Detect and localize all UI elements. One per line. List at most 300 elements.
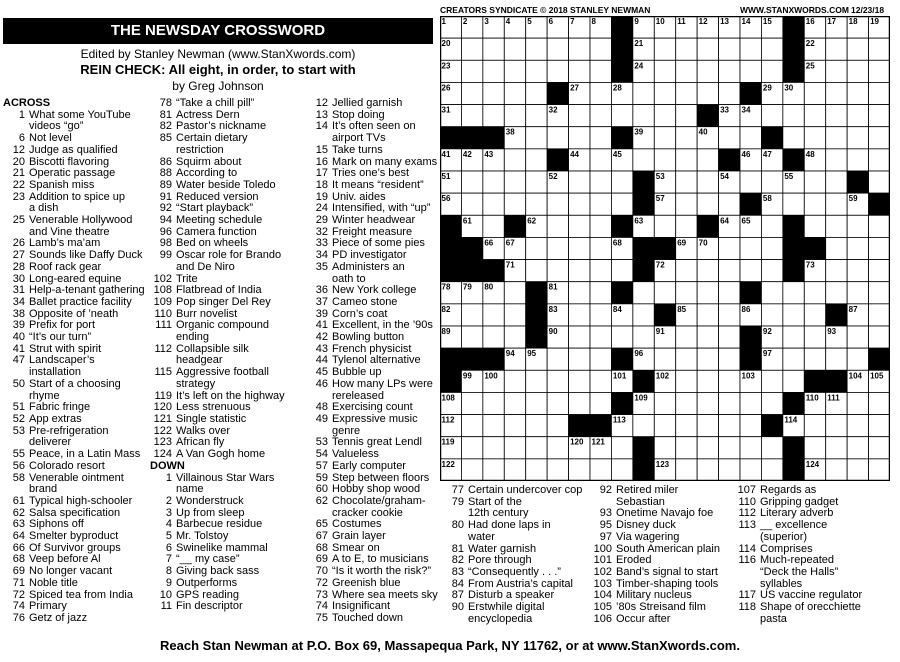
grid-cell[interactable] [569,260,590,282]
clue-item[interactable] [442,567,592,579]
grid-cell[interactable] [461,105,482,127]
grid-cell[interactable] [654,415,675,437]
grid-cell[interactable] [569,282,590,304]
clue-item[interactable] [590,485,745,497]
clue-item[interactable] [306,145,441,157]
clue-item[interactable] [150,215,305,227]
grid-cell[interactable] [740,60,761,82]
grid-cell[interactable] [569,392,590,414]
clue-item[interactable] [442,614,592,626]
grid-cell[interactable] [569,304,590,326]
grid-cell[interactable] [654,437,675,459]
grid-cell[interactable] [804,304,825,326]
clue-item[interactable] [150,367,305,379]
grid-cell[interactable] [526,38,547,60]
grid-cell[interactable] [461,304,482,326]
grid-cell[interactable] [869,459,890,481]
grid-cell[interactable] [590,82,611,104]
grid-cell[interactable] [783,348,804,370]
grid-cell[interactable] [504,437,525,459]
grid-cell[interactable] [697,60,718,82]
grid-cell[interactable] [547,370,568,392]
clue-item[interactable] [306,332,441,344]
grid-cell[interactable] [761,38,782,60]
grid-cell[interactable] [461,459,482,481]
clue-item[interactable] [3,262,138,274]
grid-cell[interactable] [569,237,590,259]
grid-cell[interactable] [869,304,890,326]
clue-item[interactable] [306,180,441,192]
grid-cell[interactable] [761,282,782,304]
grid-cell[interactable] [697,392,718,414]
clue-item[interactable] [442,532,592,544]
clue-item[interactable] [3,297,138,309]
grid-cell[interactable] [676,326,697,348]
grid-cell[interactable] [590,392,611,414]
grid-cell[interactable] [504,282,525,304]
grid-cell[interactable] [804,171,825,193]
grid-cell[interactable] [569,459,590,481]
grid-cell[interactable] [676,348,697,370]
clue-item[interactable] [150,145,305,157]
grid-cell[interactable] [804,348,825,370]
grid-cell[interactable] [483,215,504,237]
grid-cell[interactable] [569,193,590,215]
grid-cell[interactable] [847,348,868,370]
grid-cell[interactable] [761,459,782,481]
grid-cell[interactable] [611,437,632,459]
grid-cell[interactable] [654,60,675,82]
grid-cell[interactable] [611,193,632,215]
grid-cell[interactable] [826,237,847,259]
grid-cell[interactable] [676,260,697,282]
grid-cell[interactable] [676,38,697,60]
grid-cell[interactable] [504,105,525,127]
grid-cell[interactable] [526,105,547,127]
grid-cell[interactable] [761,60,782,82]
grid-cell[interactable] [504,171,525,193]
grid-cell[interactable] [869,260,890,282]
grid-cell[interactable] [676,127,697,149]
clue-item[interactable] [150,98,305,110]
grid-cell[interactable] [590,105,611,127]
grid-cell[interactable] [504,459,525,481]
grid-cell[interactable] [740,260,761,282]
grid-cell[interactable] [590,237,611,259]
grid-cell[interactable] [590,193,611,215]
grid-cell[interactable] [761,437,782,459]
clue-item[interactable] [3,332,138,344]
grid-cell[interactable] [697,149,718,171]
grid-cell[interactable] [461,38,482,60]
clue-item[interactable] [734,614,894,626]
clue-item[interactable] [150,473,305,485]
grid-cell[interactable] [676,392,697,414]
clue-item[interactable] [442,520,592,532]
grid-cell[interactable] [590,304,611,326]
clue-item[interactable] [150,297,305,309]
grid-cell[interactable] [569,38,590,60]
grid-cell[interactable] [526,171,547,193]
grid-cell[interactable] [826,82,847,104]
grid-cell[interactable] [869,127,890,149]
grid-cell[interactable] [783,304,804,326]
clue-item[interactable] [150,344,305,356]
grid-cell[interactable] [590,326,611,348]
grid-cell[interactable] [697,326,718,348]
clue-item[interactable] [3,180,138,192]
grid-cell[interactable] [804,437,825,459]
grid-cell[interactable] [654,215,675,237]
grid-cell[interactable] [547,260,568,282]
grid-cell[interactable] [761,304,782,326]
grid-cell[interactable] [719,127,740,149]
grid-cell[interactable] [804,415,825,437]
grid-cell[interactable] [826,215,847,237]
grid-cell[interactable] [847,392,868,414]
grid-cell[interactable] [483,82,504,104]
crossword-grid[interactable] [440,16,890,481]
grid-cell[interactable] [654,127,675,149]
grid-cell[interactable] [847,149,868,171]
grid-cell[interactable] [826,260,847,282]
grid-cell[interactable] [676,105,697,127]
grid-cell[interactable] [847,215,868,237]
grid-cell[interactable] [590,60,611,82]
clue-item[interactable] [442,485,592,497]
grid-cell[interactable] [633,415,654,437]
grid-cell[interactable] [504,304,525,326]
grid-cell[interactable] [504,326,525,348]
grid-cell[interactable] [761,171,782,193]
clue-item[interactable] [590,614,745,626]
grid-cell[interactable] [783,326,804,348]
grid-cell[interactable] [869,392,890,414]
grid-cell[interactable] [633,282,654,304]
grid-cell[interactable] [826,282,847,304]
grid-cell[interactable] [740,459,761,481]
grid-cell[interactable] [611,171,632,193]
grid-cell[interactable] [569,326,590,348]
clue-item[interactable] [734,567,894,579]
grid-cell[interactable] [804,215,825,237]
grid-cell[interactable] [526,82,547,104]
grid-cell[interactable] [719,304,740,326]
grid-cell[interactable] [719,82,740,104]
grid-cell[interactable] [590,127,611,149]
grid-cell[interactable] [590,149,611,171]
grid-cell[interactable] [483,304,504,326]
grid-cell[interactable] [826,60,847,82]
grid-cell[interactable] [654,105,675,127]
grid-cell[interactable] [826,437,847,459]
grid-cell[interactable] [504,60,525,82]
grid-cell[interactable] [847,326,868,348]
clue-item[interactable] [3,496,138,508]
grid-cell[interactable] [526,459,547,481]
clue-item[interactable] [150,133,305,145]
grid-cell[interactable] [740,38,761,60]
grid-cell[interactable] [847,105,868,127]
grid-cell[interactable] [483,392,504,414]
grid-cell[interactable] [461,60,482,82]
grid-cell[interactable] [826,415,847,437]
clue-item[interactable] [150,601,305,613]
grid-cell[interactable] [826,38,847,60]
grid-cell[interactable] [633,304,654,326]
clue-item[interactable] [590,544,745,556]
grid-cell[interactable] [590,282,611,304]
grid-cell[interactable] [847,260,868,282]
grid-cell[interactable] [569,127,590,149]
grid-cell[interactable] [869,215,890,237]
clue-item[interactable] [3,215,138,227]
grid-cell[interactable] [697,38,718,60]
grid-cell[interactable] [547,459,568,481]
grid-cell[interactable] [847,82,868,104]
clue-item[interactable] [3,461,138,473]
grid-cell[interactable] [526,392,547,414]
grid-cell[interactable] [826,459,847,481]
grid-cell[interactable] [869,237,890,259]
clue-item[interactable] [734,532,894,544]
grid-cell[interactable] [847,415,868,437]
grid-cell[interactable] [676,459,697,481]
grid-cell[interactable] [697,260,718,282]
clue-item[interactable] [150,578,305,590]
clue-item[interactable] [150,332,305,344]
clue-item[interactable] [306,215,441,227]
grid-cell[interactable] [761,392,782,414]
grid-cell[interactable] [697,193,718,215]
clue-item[interactable] [150,426,305,438]
grid-cell[interactable] [869,437,890,459]
clue-item[interactable] [150,379,305,391]
clue-item[interactable] [3,379,138,391]
grid-cell[interactable] [719,370,740,392]
grid-cell[interactable] [847,282,868,304]
grid-cell[interactable] [847,127,868,149]
grid-cell[interactable] [869,82,890,104]
clue-item[interactable] [590,532,745,544]
grid-cell[interactable] [697,304,718,326]
grid-cell[interactable] [590,370,611,392]
grid-cell[interactable] [504,193,525,215]
grid-cell[interactable] [719,437,740,459]
grid-cell[interactable] [869,38,890,60]
clue-item[interactable] [150,262,305,274]
grid-cell[interactable] [740,415,761,437]
grid-cell[interactable] [526,370,547,392]
grid-cell[interactable] [590,215,611,237]
grid-cell[interactable] [826,171,847,193]
grid-cell[interactable] [547,392,568,414]
grid-cell[interactable] [654,282,675,304]
grid-cell[interactable] [847,237,868,259]
grid-cell[interactable] [676,282,697,304]
grid-cell[interactable] [804,282,825,304]
grid-cell[interactable] [761,215,782,237]
grid-cell[interactable] [547,237,568,259]
grid-cell[interactable] [633,326,654,348]
clue-item[interactable] [734,602,894,614]
grid-cell[interactable] [761,105,782,127]
grid-cell[interactable] [547,38,568,60]
grid-cell[interactable] [526,437,547,459]
grid-cell[interactable] [847,459,868,481]
grid-cell[interactable] [719,193,740,215]
grid-cell[interactable] [847,437,868,459]
grid-cell[interactable] [547,60,568,82]
grid-cell[interactable] [804,326,825,348]
grid-cell[interactable] [869,282,890,304]
clue-item[interactable] [3,192,138,204]
grid-cell[interactable] [611,105,632,127]
grid-cell[interactable] [869,149,890,171]
grid-cell[interactable] [483,415,504,437]
grid-cell[interactable] [719,60,740,82]
grid-cell[interactable] [461,326,482,348]
grid-cell[interactable] [504,82,525,104]
grid-cell[interactable] [676,437,697,459]
grid-cell[interactable] [847,60,868,82]
grid-cell[interactable] [504,370,525,392]
grid-cell[interactable] [461,82,482,104]
clue-item[interactable] [590,567,745,579]
clue-item[interactable] [306,297,441,309]
grid-cell[interactable] [804,127,825,149]
grid-cell[interactable] [740,392,761,414]
grid-cell[interactable] [461,415,482,437]
grid-cell[interactable] [676,215,697,237]
clue-item[interactable] [306,461,441,473]
grid-cell[interactable] [719,282,740,304]
grid-cell[interactable] [569,370,590,392]
grid-cell[interactable] [719,392,740,414]
clue-item[interactable] [150,496,305,508]
clue-item[interactable] [306,379,441,391]
grid-cell[interactable] [483,60,504,82]
clue-item[interactable] [3,531,138,543]
grid-cell[interactable] [826,149,847,171]
grid-cell[interactable] [719,326,740,348]
grid-cell[interactable] [869,326,890,348]
grid-cell[interactable] [804,82,825,104]
grid-cell[interactable] [869,60,890,82]
grid-cell[interactable] [697,348,718,370]
grid-cell[interactable] [869,105,890,127]
grid-cell[interactable] [740,127,761,149]
grid-cell[interactable] [783,193,804,215]
clue-item[interactable] [150,180,305,192]
grid-cell[interactable] [526,60,547,82]
clue-item[interactable] [734,485,894,497]
grid-cell[interactable] [461,392,482,414]
grid-cell[interactable] [804,193,825,215]
grid-cell[interactable] [590,260,611,282]
grid-cell[interactable] [869,415,890,437]
grid-cell[interactable] [569,215,590,237]
grid-cell[interactable] [761,260,782,282]
grid-cell[interactable] [719,237,740,259]
grid-cell[interactable] [654,38,675,60]
grid-cell[interactable] [740,237,761,259]
clue-item[interactable] [306,613,441,625]
grid-cell[interactable] [526,237,547,259]
clue-item[interactable] [734,520,894,532]
grid-cell[interactable] [611,459,632,481]
grid-cell[interactable] [526,127,547,149]
grid-cell[interactable] [590,459,611,481]
grid-cell[interactable] [826,193,847,215]
grid-cell[interactable] [676,82,697,104]
clue-item[interactable] [3,414,138,426]
clue-item[interactable] [306,414,441,426]
grid-cell[interactable] [611,260,632,282]
grid-cell[interactable] [783,370,804,392]
clue-item[interactable] [442,602,592,614]
grid-cell[interactable] [504,38,525,60]
clue-item[interactable] [306,578,441,590]
grid-cell[interactable] [526,415,547,437]
grid-cell[interactable] [697,415,718,437]
grid-cell[interactable] [740,437,761,459]
grid-cell[interactable] [526,149,547,171]
grid-cell[interactable] [461,437,482,459]
grid-cell[interactable] [633,149,654,171]
grid-cell[interactable] [590,38,611,60]
grid-cell[interactable] [697,82,718,104]
grid-cell[interactable] [869,171,890,193]
grid-cell[interactable] [483,38,504,60]
clue-item[interactable] [306,262,441,274]
grid-cell[interactable] [483,105,504,127]
grid-cell[interactable] [654,348,675,370]
grid-cell[interactable] [761,237,782,259]
grid-cell[interactable] [547,215,568,237]
grid-cell[interactable] [504,392,525,414]
grid-cell[interactable] [654,149,675,171]
grid-cell[interactable] [761,370,782,392]
grid-cell[interactable] [804,105,825,127]
clue-item[interactable] [150,414,305,426]
grid-cell[interactable] [633,82,654,104]
grid-cell[interactable] [847,38,868,60]
grid-cell[interactable] [783,105,804,127]
clue-item[interactable] [306,98,441,110]
grid-cell[interactable] [611,326,632,348]
grid-cell[interactable] [697,370,718,392]
clue-item[interactable] [590,602,745,614]
clue-item[interactable] [306,531,441,543]
grid-cell[interactable] [590,348,611,370]
grid-cell[interactable] [569,348,590,370]
grid-cell[interactable] [547,437,568,459]
grid-cell[interactable] [697,171,718,193]
grid-cell[interactable] [504,415,525,437]
grid-cell[interactable] [633,105,654,127]
grid-cell[interactable] [676,193,697,215]
clue-item[interactable] [3,613,138,625]
grid-cell[interactable] [547,415,568,437]
clue-item[interactable] [3,578,138,590]
grid-cell[interactable] [654,82,675,104]
grid-cell[interactable] [547,193,568,215]
grid-cell[interactable] [569,171,590,193]
grid-cell[interactable] [676,60,697,82]
grid-cell[interactable] [719,459,740,481]
grid-cell[interactable] [826,348,847,370]
